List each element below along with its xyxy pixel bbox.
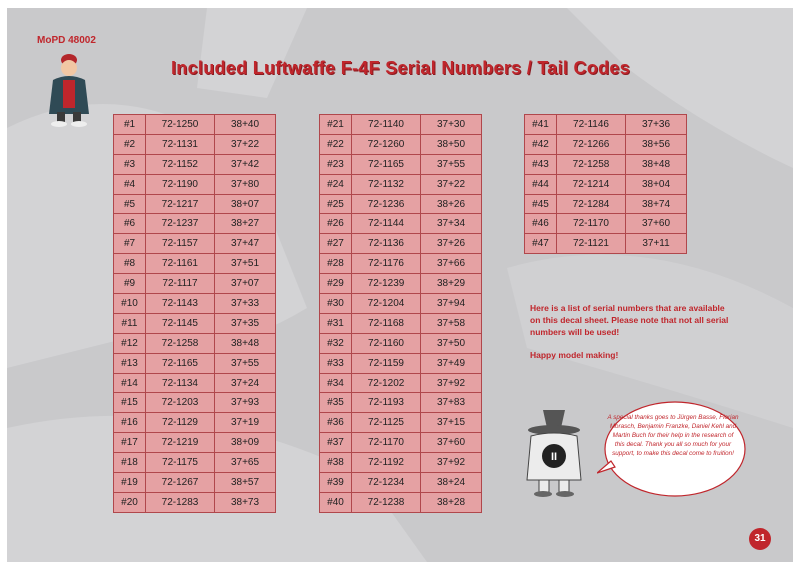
serial-number-cell: 72-1132 <box>352 174 421 194</box>
tail-code-cell: 37+49 <box>421 353 482 373</box>
info-note-closing: Happy model making! <box>530 350 619 360</box>
tail-code-cell: 37+50 <box>421 333 482 353</box>
table-row <box>114 393 276 413</box>
tail-code-cell: 38+57 <box>215 473 276 493</box>
serial-number-cell: 72-1165 <box>352 154 421 174</box>
serial-number-cell: 72-1192 <box>352 453 421 473</box>
table-row <box>320 274 482 294</box>
serial-number-cell: 72-1202 <box>352 373 421 393</box>
serial-number-cell: 72-1146 <box>557 115 626 135</box>
tail-code-cell: 37+15 <box>421 413 482 433</box>
tail-code-cell: 37+55 <box>421 154 482 174</box>
serial-index-cell: #6 <box>114 214 146 234</box>
tail-code-cell: 37+58 <box>421 313 482 333</box>
serial-table-2 <box>319 114 482 513</box>
table-row <box>114 473 276 493</box>
table-row <box>114 194 276 214</box>
tail-code-cell: 38+26 <box>421 194 482 214</box>
serial-number-cell: 72-1152 <box>146 154 215 174</box>
serial-index-cell: #15 <box>114 393 146 413</box>
tail-code-cell: 38+24 <box>421 473 482 493</box>
serial-index-cell: #34 <box>320 373 352 393</box>
tail-code-cell: 37+26 <box>421 234 482 254</box>
serial-number-cell: 72-1190 <box>146 174 215 194</box>
table-row <box>320 194 482 214</box>
table-row <box>320 453 482 473</box>
serial-number-cell: 72-1175 <box>146 453 215 473</box>
page-number: 31 <box>749 528 771 550</box>
serial-number-cell: 72-1219 <box>146 433 215 453</box>
serial-index-cell: #4 <box>114 174 146 194</box>
tail-code-cell: 37+83 <box>421 393 482 413</box>
table-row <box>320 433 482 453</box>
tail-code-cell: 37+66 <box>421 254 482 274</box>
table-row <box>114 134 276 154</box>
mascot-officer-illustration <box>43 50 93 128</box>
info-note-text: Here is a list of serial numbers that are available on this decal sheet. Please note that not all serial numbers will be used! <box>530 303 729 337</box>
serial-number-cell: 72-1159 <box>352 353 421 373</box>
serial-index-cell: #38 <box>320 453 352 473</box>
serial-index-cell: #1 <box>114 115 146 135</box>
serial-table-3 <box>524 114 687 254</box>
serial-index-cell: #18 <box>114 453 146 473</box>
serial-number-cell: 72-1237 <box>146 214 215 234</box>
tail-code-cell: 37+65 <box>215 453 276 473</box>
serial-number-cell: 72-1204 <box>352 294 421 314</box>
tail-code-cell: 38+50 <box>421 134 482 154</box>
serial-index-cell: #23 <box>320 154 352 174</box>
catalog-page <box>7 8 793 562</box>
serial-index-cell: #42 <box>525 134 557 154</box>
serial-number-cell: 72-1170 <box>557 214 626 234</box>
table-row <box>320 234 482 254</box>
tail-code-cell: 38+29 <box>421 274 482 294</box>
tail-code-cell: 37+93 <box>215 393 276 413</box>
tail-code-cell: 38+74 <box>626 194 687 214</box>
table-row <box>320 353 482 373</box>
serial-index-cell: #25 <box>320 194 352 214</box>
tail-code-cell: 37+55 <box>215 353 276 373</box>
table-row <box>525 174 687 194</box>
serial-index-cell: #37 <box>320 433 352 453</box>
tail-code-cell: 38+04 <box>626 174 687 194</box>
serial-number-cell: 72-1266 <box>557 134 626 154</box>
serial-number-cell: 72-1217 <box>146 194 215 214</box>
serial-number-cell: 72-1267 <box>146 473 215 493</box>
serial-index-cell: #24 <box>320 174 352 194</box>
tail-code-cell: 38+48 <box>626 154 687 174</box>
serial-index-cell: #22 <box>320 134 352 154</box>
table-row <box>114 154 276 174</box>
product-code: MoPD 48002 <box>37 35 96 46</box>
serial-number-cell: 72-1250 <box>146 115 215 135</box>
table-row <box>320 313 482 333</box>
serial-index-cell: #21 <box>320 115 352 135</box>
tail-code-cell: 38+73 <box>215 492 276 512</box>
serial-index-cell: #30 <box>320 294 352 314</box>
serial-index-cell: #8 <box>114 254 146 274</box>
table-row <box>114 294 276 314</box>
serial-number-cell: 72-1145 <box>146 313 215 333</box>
serial-index-cell: #19 <box>114 473 146 493</box>
serial-number-cell: 72-1258 <box>146 333 215 353</box>
tail-code-cell: 37+92 <box>421 373 482 393</box>
serial-number-cell: 72-1239 <box>352 274 421 294</box>
tail-code-cell: 37+47 <box>215 234 276 254</box>
serial-index-cell: #13 <box>114 353 146 373</box>
serial-number-cell: 72-1258 <box>557 154 626 174</box>
serial-number-cell: 72-1193 <box>352 393 421 413</box>
table-row <box>114 353 276 373</box>
serial-number-cell: 72-1283 <box>146 492 215 512</box>
serial-index-cell: #14 <box>114 373 146 393</box>
table-row <box>320 154 482 174</box>
table-row <box>114 492 276 512</box>
table-row <box>320 254 482 274</box>
serial-number-cell: 72-1203 <box>146 393 215 413</box>
tail-code-cell: 37+24 <box>215 373 276 393</box>
table-row <box>320 393 482 413</box>
serial-index-cell: #45 <box>525 194 557 214</box>
table-row <box>320 473 482 493</box>
serial-index-cell: #28 <box>320 254 352 274</box>
serial-number-cell: 72-1214 <box>557 174 626 194</box>
serial-number-cell: 72-1144 <box>352 214 421 234</box>
tail-code-cell: 37+60 <box>421 433 482 453</box>
serial-index-cell: #3 <box>114 154 146 174</box>
serial-index-cell: #47 <box>525 234 557 254</box>
serial-number-cell: 72-1125 <box>352 413 421 433</box>
serial-number-cell: 72-1136 <box>352 234 421 254</box>
table-row <box>114 433 276 453</box>
serial-number-cell: 72-1143 <box>146 294 215 314</box>
table-row <box>114 214 276 234</box>
table-row <box>114 333 276 353</box>
mascot-badge-label: II <box>550 451 558 463</box>
tail-code-cell: 37+42 <box>215 154 276 174</box>
serial-index-cell: #36 <box>320 413 352 433</box>
serial-number-cell: 72-1140 <box>352 115 421 135</box>
serial-index-cell: #10 <box>114 294 146 314</box>
tail-code-cell: 37+36 <box>626 115 687 135</box>
table-row <box>525 234 687 254</box>
table-row <box>525 134 687 154</box>
serial-number-cell: 72-1157 <box>146 234 215 254</box>
serial-index-cell: #5 <box>114 194 146 214</box>
serial-index-cell: #27 <box>320 234 352 254</box>
serial-index-cell: #35 <box>320 393 352 413</box>
serial-number-cell: 72-1165 <box>146 353 215 373</box>
tail-code-cell: 37+11 <box>626 234 687 254</box>
table-row <box>114 234 276 254</box>
tail-code-cell: 37+22 <box>421 174 482 194</box>
serial-number-cell: 72-1160 <box>352 333 421 353</box>
table-row <box>525 194 687 214</box>
tail-code-cell: 37+35 <box>215 313 276 333</box>
tail-code-cell: 37+80 <box>215 174 276 194</box>
serial-index-cell: #40 <box>320 492 352 512</box>
serial-index-cell: #33 <box>320 353 352 373</box>
serial-number-cell: 72-1134 <box>146 373 215 393</box>
table-row <box>114 115 276 135</box>
speech-bubble-text: A special thanks goes to Jürgen Basse, Florian Morasch, Benjamin Franzke, Daniel Kehl and Martin Buch for their help in the research of this decal. Thank you all so much for your support, to make this decal come to fruition! <box>607 414 739 457</box>
tail-code-cell: 37+94 <box>421 294 482 314</box>
tail-code-cell: 37+07 <box>215 274 276 294</box>
serial-number-cell: 72-1260 <box>352 134 421 154</box>
tail-code-cell: 37+34 <box>421 214 482 234</box>
table-row <box>525 115 687 135</box>
tail-code-cell: 38+28 <box>421 492 482 512</box>
tail-code-cell: 38+56 <box>626 134 687 154</box>
table-row <box>114 313 276 333</box>
serial-number-cell: 72-1234 <box>352 473 421 493</box>
serial-index-cell: #2 <box>114 134 146 154</box>
tail-code-cell: 38+48 <box>215 333 276 353</box>
serial-index-cell: #20 <box>114 492 146 512</box>
serial-index-cell: #26 <box>320 214 352 234</box>
tail-code-cell: 38+07 <box>215 194 276 214</box>
table-row <box>114 413 276 433</box>
mascot-spy-illustration <box>515 406 593 498</box>
info-note <box>530 302 730 372</box>
table-row <box>320 214 482 234</box>
table-row <box>320 174 482 194</box>
page-title: Included Luftwaffe F-4F Serial Numbers / Tail Codes <box>171 58 631 78</box>
serial-number-cell: 72-1170 <box>352 433 421 453</box>
table-row <box>320 294 482 314</box>
serial-index-cell: #29 <box>320 274 352 294</box>
tail-code-cell: 37+19 <box>215 413 276 433</box>
table-row <box>114 274 276 294</box>
tail-code-cell: 37+33 <box>215 294 276 314</box>
table-row <box>114 453 276 473</box>
table-row <box>320 115 482 135</box>
serial-number-cell: 72-1176 <box>352 254 421 274</box>
serial-index-cell: #17 <box>114 433 146 453</box>
serial-number-cell: 72-1238 <box>352 492 421 512</box>
serial-number-cell: 72-1236 <box>352 194 421 214</box>
tail-code-cell: 38+09 <box>215 433 276 453</box>
table-row <box>114 174 276 194</box>
serial-index-cell: #43 <box>525 154 557 174</box>
serial-number-cell: 72-1284 <box>557 194 626 214</box>
serial-table-1 <box>113 114 276 513</box>
table-row <box>525 154 687 174</box>
tail-code-cell: 37+51 <box>215 254 276 274</box>
serial-index-cell: #46 <box>525 214 557 234</box>
tail-code-cell: 38+40 <box>215 115 276 135</box>
table-row <box>320 134 482 154</box>
serial-index-cell: #44 <box>525 174 557 194</box>
serial-index-cell: #12 <box>114 333 146 353</box>
serial-index-cell: #31 <box>320 313 352 333</box>
serial-index-cell: #39 <box>320 473 352 493</box>
serial-index-cell: #7 <box>114 234 146 254</box>
tail-code-cell: 37+30 <box>421 115 482 135</box>
serial-number-cell: 72-1121 <box>557 234 626 254</box>
serial-index-cell: #11 <box>114 313 146 333</box>
serial-number-cell: 72-1168 <box>352 313 421 333</box>
serial-index-cell: #32 <box>320 333 352 353</box>
tail-code-cell: 37+92 <box>421 453 482 473</box>
serial-number-cell: 72-1129 <box>146 413 215 433</box>
table-row <box>320 333 482 353</box>
table-row <box>114 373 276 393</box>
table-row <box>320 413 482 433</box>
tail-code-cell: 37+22 <box>215 134 276 154</box>
table-row <box>525 214 687 234</box>
serial-number-cell: 72-1131 <box>146 134 215 154</box>
serial-number-cell: 72-1161 <box>146 254 215 274</box>
table-row <box>320 492 482 512</box>
serial-number-cell: 72-1117 <box>146 274 215 294</box>
serial-index-cell: #16 <box>114 413 146 433</box>
table-row <box>320 373 482 393</box>
tail-code-cell: 37+60 <box>626 214 687 234</box>
serial-index-cell: #9 <box>114 274 146 294</box>
serial-index-cell: #41 <box>525 115 557 135</box>
tail-code-cell: 38+27 <box>215 214 276 234</box>
table-row <box>114 254 276 274</box>
